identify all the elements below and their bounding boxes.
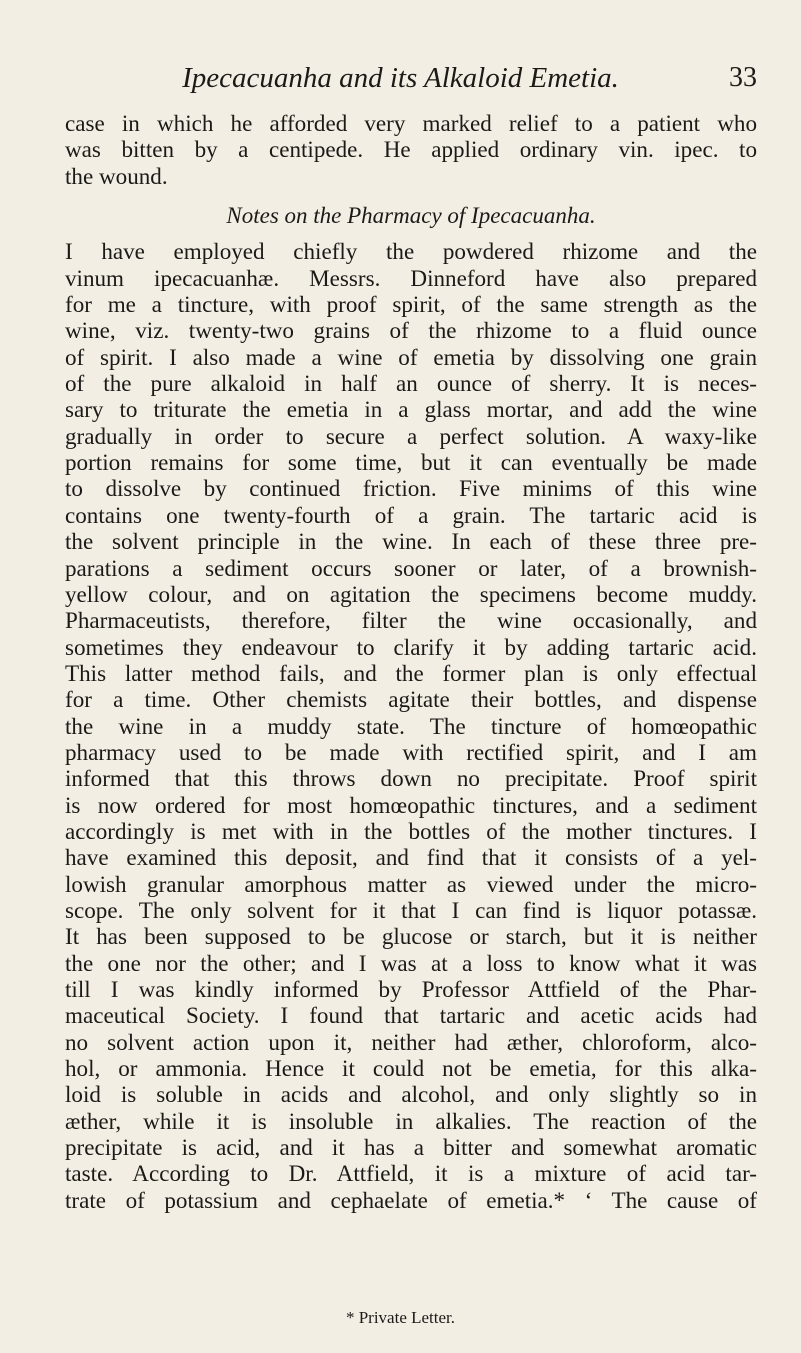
text-line: trate of potassium and cephaelate of emetia.* ‘ The cause of bbox=[65, 1186, 757, 1213]
text-line: the solvent principle in the wine. In each of these three pre- bbox=[65, 528, 757, 555]
text-line: æther, while it is insoluble in alkalies. The reaction of the bbox=[65, 1107, 757, 1134]
footnote: * Private Letter. bbox=[345, 1308, 456, 1327]
text-line: for a time. Other chemists agitate their bottles, and dispense bbox=[65, 686, 757, 713]
text-line: vinum ipecacuanhæ. Messrs. Dinneford have also prepared bbox=[65, 264, 757, 291]
text-line: was bitten by a centipede. He applied ordinary vin. ipec. to bbox=[65, 136, 757, 163]
text-line: I have employed chiefly the powdered rhizome and the bbox=[65, 238, 757, 265]
text-line: pharmacy used to be made with rectified spirit, and I am bbox=[65, 738, 757, 765]
text-line: accordingly is met with in the bottles of the mother tinctures. I bbox=[65, 817, 757, 844]
text-line: case in which he afforded very marked relief to a patient who bbox=[65, 110, 757, 136]
text-line: to dissolve by continued friction. Five minims of this wine bbox=[65, 475, 757, 502]
text-line: of spirit. I also made a wine of emetia by dissolving one grain bbox=[65, 343, 757, 370]
text-line: precipitate is acid, and it has a bitter and somewhat aromatic bbox=[65, 1134, 757, 1161]
text-line: is now ordered for most homœopathic tinctures, and a sediment bbox=[65, 791, 757, 818]
text-line: scope. The only solvent for it that I can find is liquor potassæ. bbox=[65, 896, 757, 923]
text-line: the one nor the other; and I was at a loss to know what it was bbox=[65, 949, 757, 976]
page-header bbox=[0, 62, 801, 102]
text-line: lowish granular amorphous matter as viewed under the micro- bbox=[65, 870, 757, 897]
text-line: loid is soluble in acids and alcohol, and only slightly so in bbox=[65, 1081, 757, 1108]
text-line: the wound. bbox=[65, 162, 168, 189]
text-line: gradually in order to secure a perfect solution. A waxy-like bbox=[65, 422, 757, 449]
text-line: hol, or ammonia. Hence it could not be emetia, for this alka- bbox=[65, 1055, 757, 1082]
text-line: parations a sediment occurs sooner or later, of a brownish- bbox=[65, 554, 757, 581]
text-line: for me a tincture, with proof spirit, of the same strength as the bbox=[65, 291, 757, 318]
text-line: informed that this throws down no precipitate. Proof spirit bbox=[65, 765, 757, 792]
text-line: It has been supposed to be glucose or starch, but it is neither bbox=[65, 923, 757, 950]
intro-paragraph bbox=[65, 110, 757, 189]
text-line: the wine in a muddy state. The tincture of homœopathic bbox=[65, 712, 757, 739]
text-line: no solvent action upon it, neither had æther, chloroform, alco- bbox=[65, 1028, 757, 1055]
text-line: taste. According to Dr. Attfield, it is a mixture of acid tar- bbox=[65, 1160, 757, 1187]
text-line: of the pure alkaloid in half an ounce of sherry. It is neces- bbox=[65, 370, 757, 397]
text-line: contains one twenty-fourth of a grain. The tartaric acid is bbox=[65, 501, 757, 528]
section-paragraph bbox=[65, 238, 757, 1213]
text-line: This latter method fails, and the former plan is only effectual bbox=[65, 659, 757, 686]
body-text bbox=[65, 110, 757, 1213]
text-line: have examined this deposit, and find that it consists of a yel- bbox=[65, 844, 757, 871]
page-number: 33 bbox=[729, 62, 757, 93]
running-title: Ipecacuanha and its Alkaloid Emetia. bbox=[182, 62, 619, 94]
text-line: yellow colour, and on agitation the specimens become muddy. bbox=[65, 580, 757, 607]
text-line: wine, viz. twenty-two grains of the rhizome to a fluid ounce bbox=[65, 317, 757, 344]
text-line: sometimes they endeavour to clarify it by adding tartaric acid. bbox=[65, 633, 757, 660]
section-heading: Notes on the Pharmacy of Ipecacuanha. bbox=[226, 203, 596, 229]
text-line: Pharmaceutists, therefore, filter the wine occasionally, and bbox=[65, 607, 757, 634]
text-line: till I was kindly informed by Professor Attfield of the Phar- bbox=[65, 976, 757, 1002]
text-line: maceutical Society. I found that tartaric and acetic acids had bbox=[65, 1002, 757, 1029]
text-line: sary to triturate the emetia in a glass mortar, and add the wine bbox=[65, 396, 757, 423]
text-line: portion remains for some time, but it can eventually be made bbox=[65, 449, 757, 476]
